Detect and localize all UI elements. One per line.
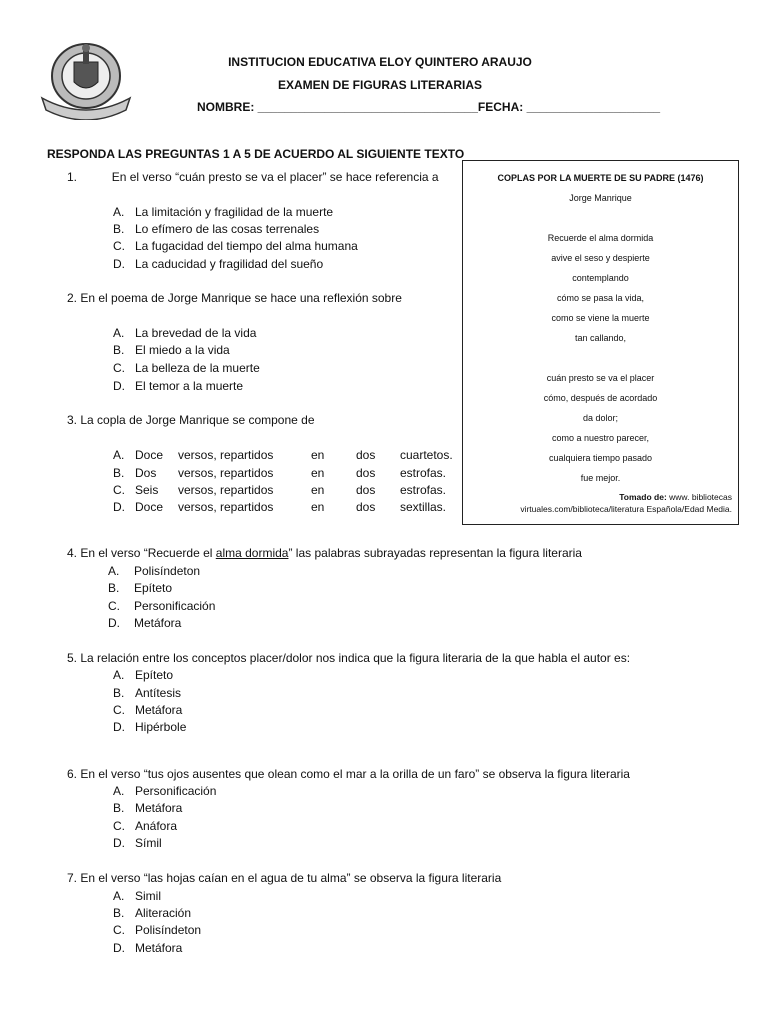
question-text-before: En el verso “Recuerde el [80, 546, 216, 560]
school-logo [38, 40, 134, 120]
option-3c[interactable]: C. Seis versos, repartidos en dos estrofas. [113, 483, 447, 497]
instructions: RESPONDA LAS PREGUNTAS 1 A 5 DE ACUERDO AL SIGUIENTE TEXTO [47, 147, 465, 161]
institution-title: INSTITUCION EDUCATIVA ELOY QUINTERO ARAUJO [228, 55, 532, 69]
option-6a[interactable]: A. Personificación [113, 784, 217, 798]
option-2d[interactable]: D. El temor a la muerte [113, 379, 244, 393]
source-url-2: virtuales.com/biblioteca/literatura Española/Edad Media. [520, 504, 732, 514]
question-text: En el verso “cuán presto se va el placer” se hace referencia a [111, 170, 439, 184]
option-1a[interactable]: A. La limitación y fragilidad de la muerte [113, 205, 334, 219]
option-1d[interactable]: D. La caducidad y fragilidad del sueño [113, 257, 324, 271]
option-4a[interactable]: A. Polisíndeton [108, 564, 201, 578]
question-text: En el poema de Jorge Manrique se hace una reflexión sobre [80, 291, 402, 305]
poem-source [470, 491, 732, 515]
option-7c[interactable]: C. Polisíndeton [113, 923, 202, 937]
option-3a[interactable]: A. Doce versos, repartidos en dos cuartetos. [113, 448, 453, 462]
question-text: En el verso “tus ojos ausentes que olean como el mar a la orilla de un faro” se observa la figura literaria [80, 767, 630, 781]
question-2 [67, 291, 402, 305]
poem-line: cualquiera tiempo pasado [548, 453, 653, 463]
question-number: 6. [67, 767, 78, 781]
option-6b[interactable]: B. Metáfora [113, 801, 183, 815]
poem-line: cómo, después de acordado [543, 393, 658, 403]
question-5 [67, 651, 630, 665]
poem-line: fue mejor. [580, 473, 621, 483]
poem-author: Jorge Manrique [569, 193, 632, 203]
name-date-line [197, 100, 660, 114]
poem-title: COPLAS POR LA MUERTE DE SU PADRE (1476) [497, 173, 704, 183]
question-7 [67, 871, 501, 885]
option-7d[interactable]: D. Metáfora [113, 941, 183, 955]
question-text-after: ” las palabras subrayadas representan la figura literaria [288, 546, 582, 560]
poem-line: como a nuestro parecer, [551, 433, 650, 443]
option-6c[interactable]: C. Anáfora [113, 819, 178, 833]
option-7b[interactable]: B. Aliteración [113, 906, 192, 920]
question-number: 4. [67, 546, 78, 560]
question-text: La relación entre los conceptos placer/dolor nos indica que la figura literaria de la que habla el autor es: [80, 651, 631, 665]
poem-line: tan callando, [574, 333, 627, 343]
poem-line: como se viene la muerte [551, 313, 650, 323]
question-text: En el verso “las hojas caían en el agua de tu alma” se observa la figura literaria [80, 871, 502, 885]
name-label: NOMBRE: [197, 100, 255, 114]
question-1 [67, 170, 439, 184]
option-5b[interactable]: B. Antítesis [113, 686, 182, 700]
question-6 [67, 767, 630, 781]
poem-line: cuán presto se va el placer [546, 373, 655, 383]
option-2c[interactable]: C. La belleza de la muerte [113, 361, 260, 375]
question-number: 2. [67, 291, 78, 305]
poem-line: da dolor; [582, 413, 619, 423]
option-5a[interactable]: A. Epíteto [113, 668, 174, 682]
option-4d[interactable]: D. Metáfora [108, 616, 182, 630]
date-label: FECHA: [477, 100, 524, 114]
option-1c[interactable]: C. La fugacidad del tiempo del alma humana [113, 239, 358, 253]
source-label: Tomado de: [619, 492, 667, 502]
option-3d[interactable]: D. Doce versos, repartidos en dos sextillas. [113, 500, 447, 514]
question-number: 5. [67, 651, 78, 665]
name-field[interactable]: _________________________________ [257, 100, 478, 114]
option-2b[interactable]: B. El miedo a la vida [113, 343, 230, 357]
option-4c[interactable]: C. Personificación [108, 599, 216, 613]
question-4 [67, 546, 582, 560]
option-2a[interactable]: A. La brevedad de la vida [113, 326, 257, 340]
option-1b[interactable]: B. Lo efímero de las cosas terrenales [113, 222, 320, 236]
option-3b[interactable]: B. Dos versos, repartidos en dos estrofas. [113, 466, 447, 480]
question-number: 7. [67, 871, 78, 885]
poem-line: Recuerde el alma dormida [547, 233, 654, 243]
option-6d[interactable]: D. Símil [113, 836, 162, 850]
question-number: 1. [67, 170, 78, 184]
poem-line: contemplando [572, 273, 629, 283]
poem-line: avive el seso y despierte [551, 253, 650, 263]
option-5d[interactable]: D. Hipérbole [113, 720, 187, 734]
question-text: La copla de Jorge Manrique se compone de [80, 413, 315, 427]
source-url-1: www. bibliotecas [669, 492, 732, 502]
option-5c[interactable]: C. Metáfora [113, 703, 183, 717]
underlined-phrase: alma dormida [215, 546, 289, 560]
date-field[interactable]: ____________________ [526, 100, 661, 114]
option-7a[interactable]: A. Simil [113, 889, 161, 903]
question-number: 3. [67, 413, 78, 427]
option-4b[interactable]: B. Epíteto [108, 581, 173, 595]
question-3 [67, 413, 315, 427]
exam-title: EXAMEN DE FIGURAS LITERARIAS [277, 78, 482, 92]
poem-line: cómo se pasa la vida, [556, 293, 645, 303]
